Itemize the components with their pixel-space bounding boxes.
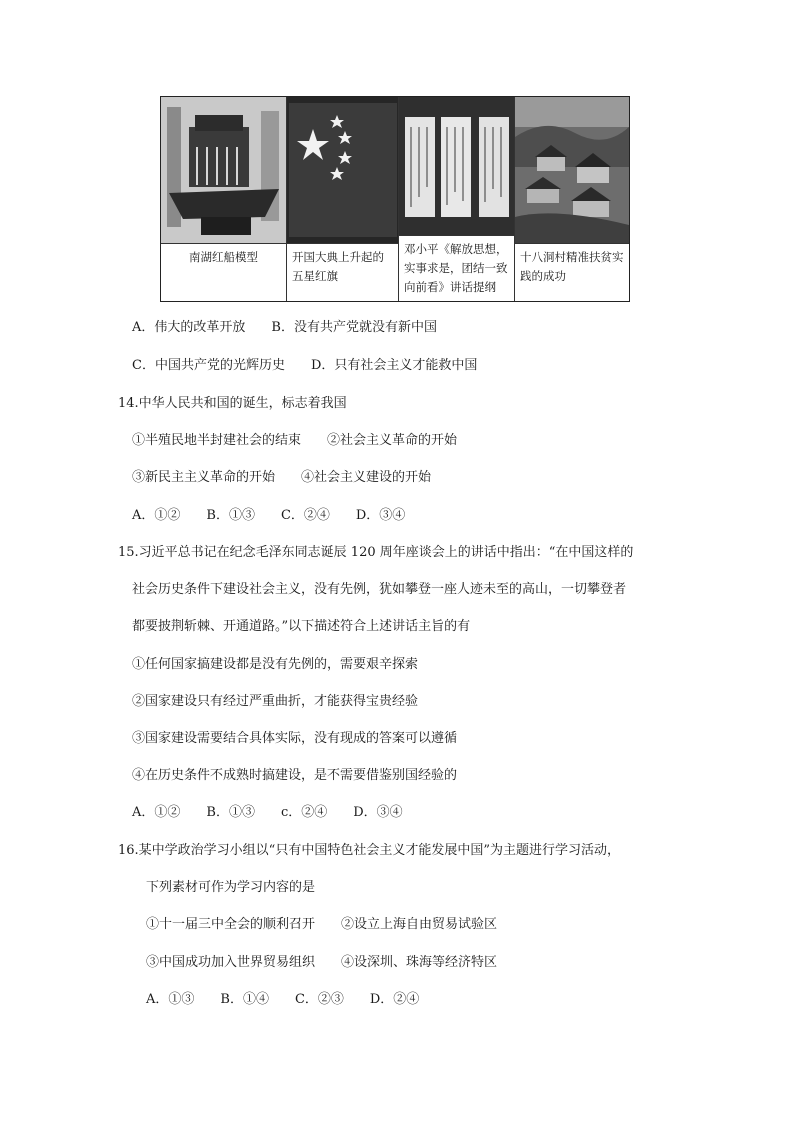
image-table (160, 96, 630, 302)
table-cell-red-boat (161, 97, 287, 301)
q14-options: A．①② B．①③ C．②④ D．③④ (132, 508, 406, 523)
q15-stem-line-3: 都要披荆斩棘、开通道路。”以下描述符合上述讲话主旨的有 (132, 619, 471, 634)
q14-items-12: ①半殖民地半封建社会的结束 ②社会主义革命的开始 (132, 433, 458, 448)
q15-stem-line-2: 社会历史条件下建设社会主义，没有先例，犹如攀登一座人迹未至的高山，一切攀登者 (132, 582, 627, 597)
speech-outline-photo (399, 97, 514, 236)
q15-item-2: ②国家建设只有经过严重曲折，才能获得宝贵经验 (132, 694, 419, 709)
q16-items-34: ③中国成功加入世界贸易组织 ④设深圳、珠海等经济特区 (146, 955, 498, 970)
village-photo (515, 97, 629, 244)
table-cell-speech-outline (399, 97, 515, 301)
q13-options-ab: A．伟大的改革开放 B．没有共产党就没有新中国 (132, 320, 437, 335)
q16-items-12: ①十一届三中全会的顺利召开 ②设立上海自由贸易试验区 (146, 917, 498, 932)
caption-red-boat: 南湖红船模型 (189, 250, 258, 264)
table-cell-flag (287, 97, 399, 301)
q15-options: A．①② B．①③ c．②④ D．③④ (132, 805, 403, 820)
q14-items-34: ③新民主主义革命的开始 ④社会主义建设的开始 (132, 470, 432, 485)
red-boat-photo (161, 97, 286, 244)
q15-item-4: ④在历史条件不成熟时搞建设，是不需要借鉴别国经验的 (132, 768, 458, 783)
q15-stem-line-1: 15.习近平总书记在纪念毛泽东同志诞辰 120 周年座谈会上的讲话中指出：“在中国这样的 (118, 545, 634, 560)
q16-stem-line-1: 16.某中学政治学习小组以“只有中国特色社会主义才能发展中国”为主题进行学习活动， (118, 843, 620, 858)
q13-options-cd: C．中国共产党的光辉历史 D．只有社会主义才能救中国 (132, 358, 478, 373)
q16-options: A．①③ B．①④ C．②③ D．②④ (146, 992, 420, 1007)
q16-stem-line-2: 下列素材可作为学习内容的是 (146, 880, 316, 895)
q15-item-1: ①任何国家搞建设都是没有先例的，需要艰辛探索 (132, 657, 419, 672)
five-star-flag-photo (287, 97, 398, 244)
table-cell-village (515, 97, 629, 301)
caption-village: 十八洞村精准扶贫实践的成功 (520, 250, 624, 283)
caption-speech-outline: 邓小平《解放思想，实事求是，团结一致向前看》讲话提纲 (404, 242, 508, 294)
q15-item-3: ③国家建设需要结合具体实际，没有现成的答案可以遵循 (132, 731, 458, 746)
q14-stem: 14.中华人民共和国的诞生，标志着我国 (118, 396, 347, 411)
caption-flag: 开国大典上升起的五星红旗 (292, 250, 384, 283)
